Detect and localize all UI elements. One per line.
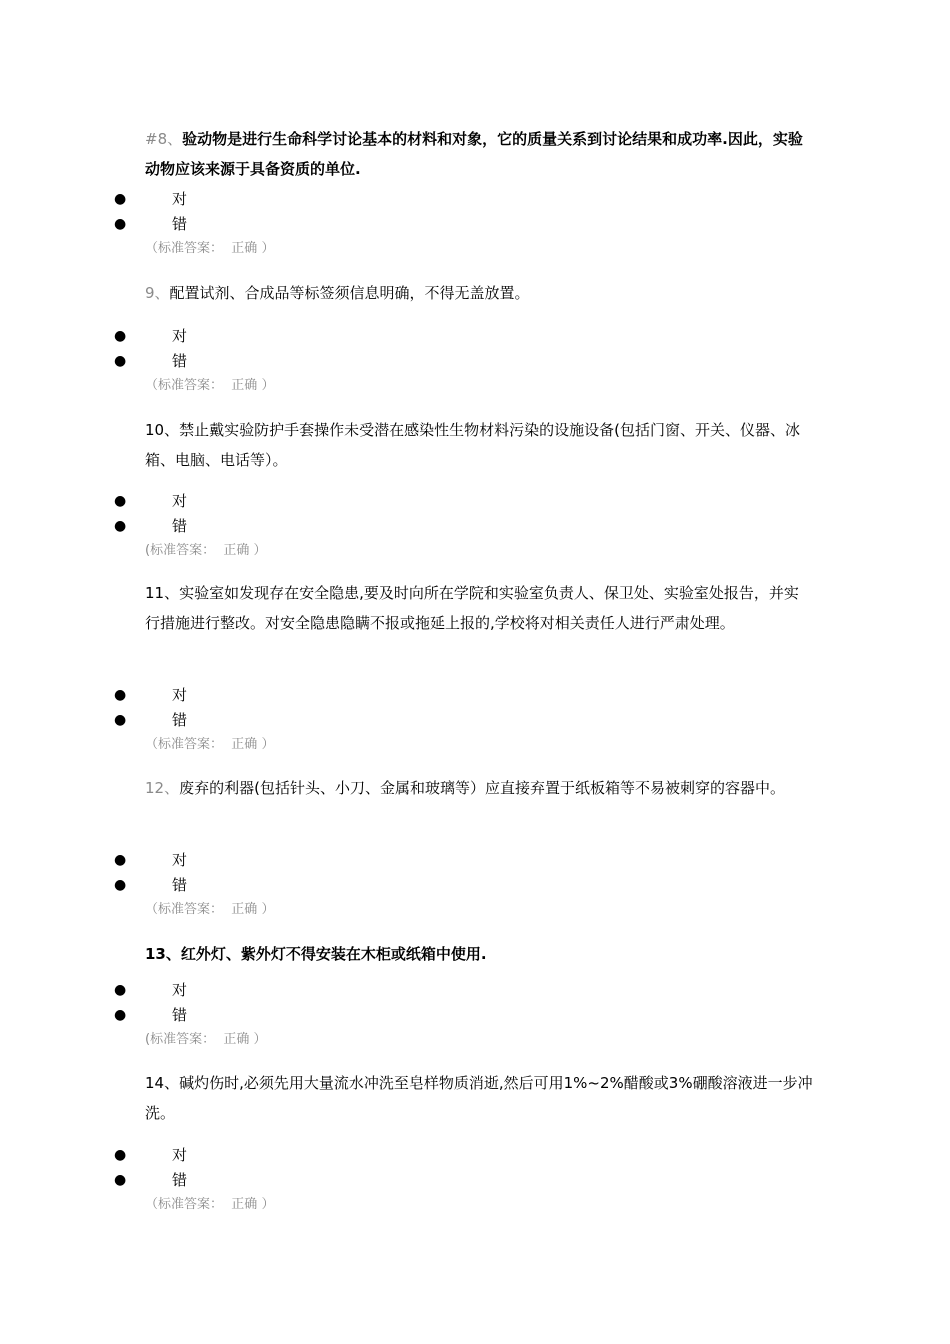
standard-answer — [145, 899, 274, 921]
question-stem: 废弃的利器(包括针头、小刀、金属和玻璃等）应直接弃置于纸板箱等不易被刺穿的容器中。 — [179, 779, 785, 797]
question-stem: 碱灼伤时,必须先用大量流水冲洗至皂样物质消逝,然后可用1%~2%醋酸或3%硼酸溶液进一步冲洗。 — [145, 1074, 813, 1122]
question-10 — [145, 415, 813, 475]
bullet-icon: ● — [114, 1007, 127, 1023]
option-label: 错 — [172, 711, 188, 729]
option-label: 对 — [172, 981, 188, 999]
answer-suffix: ） — [253, 1032, 267, 1047]
question-number: 12、 — [145, 779, 180, 797]
question-number: 13、 — [145, 945, 181, 963]
option-false[interactable] — [0, 1003, 400, 1027]
option-true[interactable] — [0, 978, 400, 1002]
answer-value: 正确 — [231, 1197, 258, 1212]
answer-prefix: （标准答案： — [145, 902, 224, 917]
answer-value: 正确 — [231, 902, 258, 917]
bullet-icon: ● — [114, 216, 127, 232]
option-true[interactable] — [0, 187, 400, 211]
question-number: #8、 — [145, 130, 183, 148]
answer-prefix: (标准答案： — [145, 1032, 216, 1047]
question-number: 11、 — [145, 584, 180, 602]
bullet-icon: ● — [114, 518, 127, 534]
bullet-icon: ● — [114, 877, 127, 893]
option-false[interactable] — [0, 1168, 400, 1192]
option-label: 对 — [172, 190, 188, 208]
bullet-icon: ● — [114, 1172, 127, 1188]
answer-prefix: （标准答案： — [145, 378, 224, 393]
answer-suffix: ） — [261, 737, 275, 752]
option-label: 对 — [172, 1146, 188, 1164]
question-9 — [145, 278, 813, 308]
question-stem: 红外灯、紫外灯不得安装在木柜或纸箱中使用. — [180, 945, 487, 963]
option-label: 对 — [172, 492, 188, 510]
option-label: 错 — [172, 352, 188, 370]
question-stem: 配置试剂、合成品等标签须信息明确，不得无盖放置。 — [169, 284, 530, 302]
standard-answer — [145, 238, 274, 260]
standard-answer — [145, 1029, 267, 1051]
question-number: 10、 — [145, 421, 180, 439]
bullet-icon: ● — [114, 687, 127, 703]
option-label: 错 — [172, 215, 188, 233]
answer-suffix: ） — [261, 902, 275, 917]
bullet-icon: ● — [114, 852, 127, 868]
answer-prefix: (标准答案： — [145, 543, 216, 558]
answer-suffix: ） — [261, 241, 275, 256]
option-true[interactable] — [0, 324, 400, 348]
answer-prefix: （标准答案： — [145, 241, 224, 256]
option-true[interactable] — [0, 1143, 400, 1167]
answer-suffix: ） — [261, 1197, 275, 1212]
bullet-icon: ● — [114, 982, 127, 998]
question-8 — [145, 124, 813, 184]
option-label: 对 — [172, 851, 188, 869]
answer-suffix: ） — [253, 543, 267, 558]
answer-value: 正确 — [231, 378, 258, 393]
option-false[interactable] — [0, 514, 400, 538]
option-false[interactable] — [0, 212, 400, 236]
answer-value: 正确 — [231, 737, 258, 752]
standard-answer — [145, 734, 274, 756]
bullet-icon: ● — [114, 712, 127, 728]
option-label: 错 — [172, 1006, 188, 1024]
question-13 — [145, 939, 813, 969]
answer-value: 正确 — [223, 543, 250, 558]
option-label: 错 — [172, 876, 188, 894]
question-number: 9、 — [145, 284, 170, 302]
question-14 — [145, 1068, 813, 1128]
option-label: 对 — [172, 686, 188, 704]
option-false[interactable] — [0, 708, 400, 732]
question-12 — [145, 773, 813, 803]
bullet-icon: ● — [114, 1147, 127, 1163]
answer-suffix: ） — [261, 378, 275, 393]
option-true[interactable] — [0, 848, 400, 872]
bullet-icon: ● — [114, 191, 127, 207]
option-true[interactable] — [0, 683, 400, 707]
option-label: 错 — [172, 1171, 188, 1189]
option-true[interactable] — [0, 489, 400, 513]
question-stem: 验动物是进行生命科学讨论基本的材料和对象，它的质量关系到讨论结果和成功率.因此，实验动物应该来源于具备资质的单位. — [145, 130, 803, 178]
option-false[interactable] — [0, 873, 400, 897]
option-false[interactable] — [0, 349, 400, 373]
bullet-icon: ● — [114, 328, 127, 344]
standard-answer — [145, 375, 274, 397]
answer-prefix: （标准答案： — [145, 1197, 224, 1212]
answer-prefix: （标准答案： — [145, 737, 224, 752]
question-11 — [145, 578, 813, 638]
option-label: 对 — [172, 327, 188, 345]
standard-answer — [145, 1194, 274, 1216]
option-label: 错 — [172, 517, 188, 535]
standard-answer — [145, 540, 267, 562]
answer-value: 正确 — [223, 1032, 250, 1047]
question-stem: 禁止戴实验防护手套操作未受潜在感染性生物材料污染的设施设备(包括门窗、开关、仪器、冰箱、电脑、电话等）。 — [145, 421, 800, 469]
answer-value: 正确 — [231, 241, 258, 256]
question-number: 14、 — [145, 1074, 180, 1092]
bullet-icon: ● — [114, 493, 127, 509]
bullet-icon: ● — [114, 353, 127, 369]
question-stem: 实验室如发现存在安全隐患,要及时向所在学院和实验室负责人、保卫处、实验室处报告，并实行措施进行整改。对安全隐患隐瞒不报或拖延上报的,学校将对相关责任人进行严肃处理。 — [145, 584, 799, 632]
